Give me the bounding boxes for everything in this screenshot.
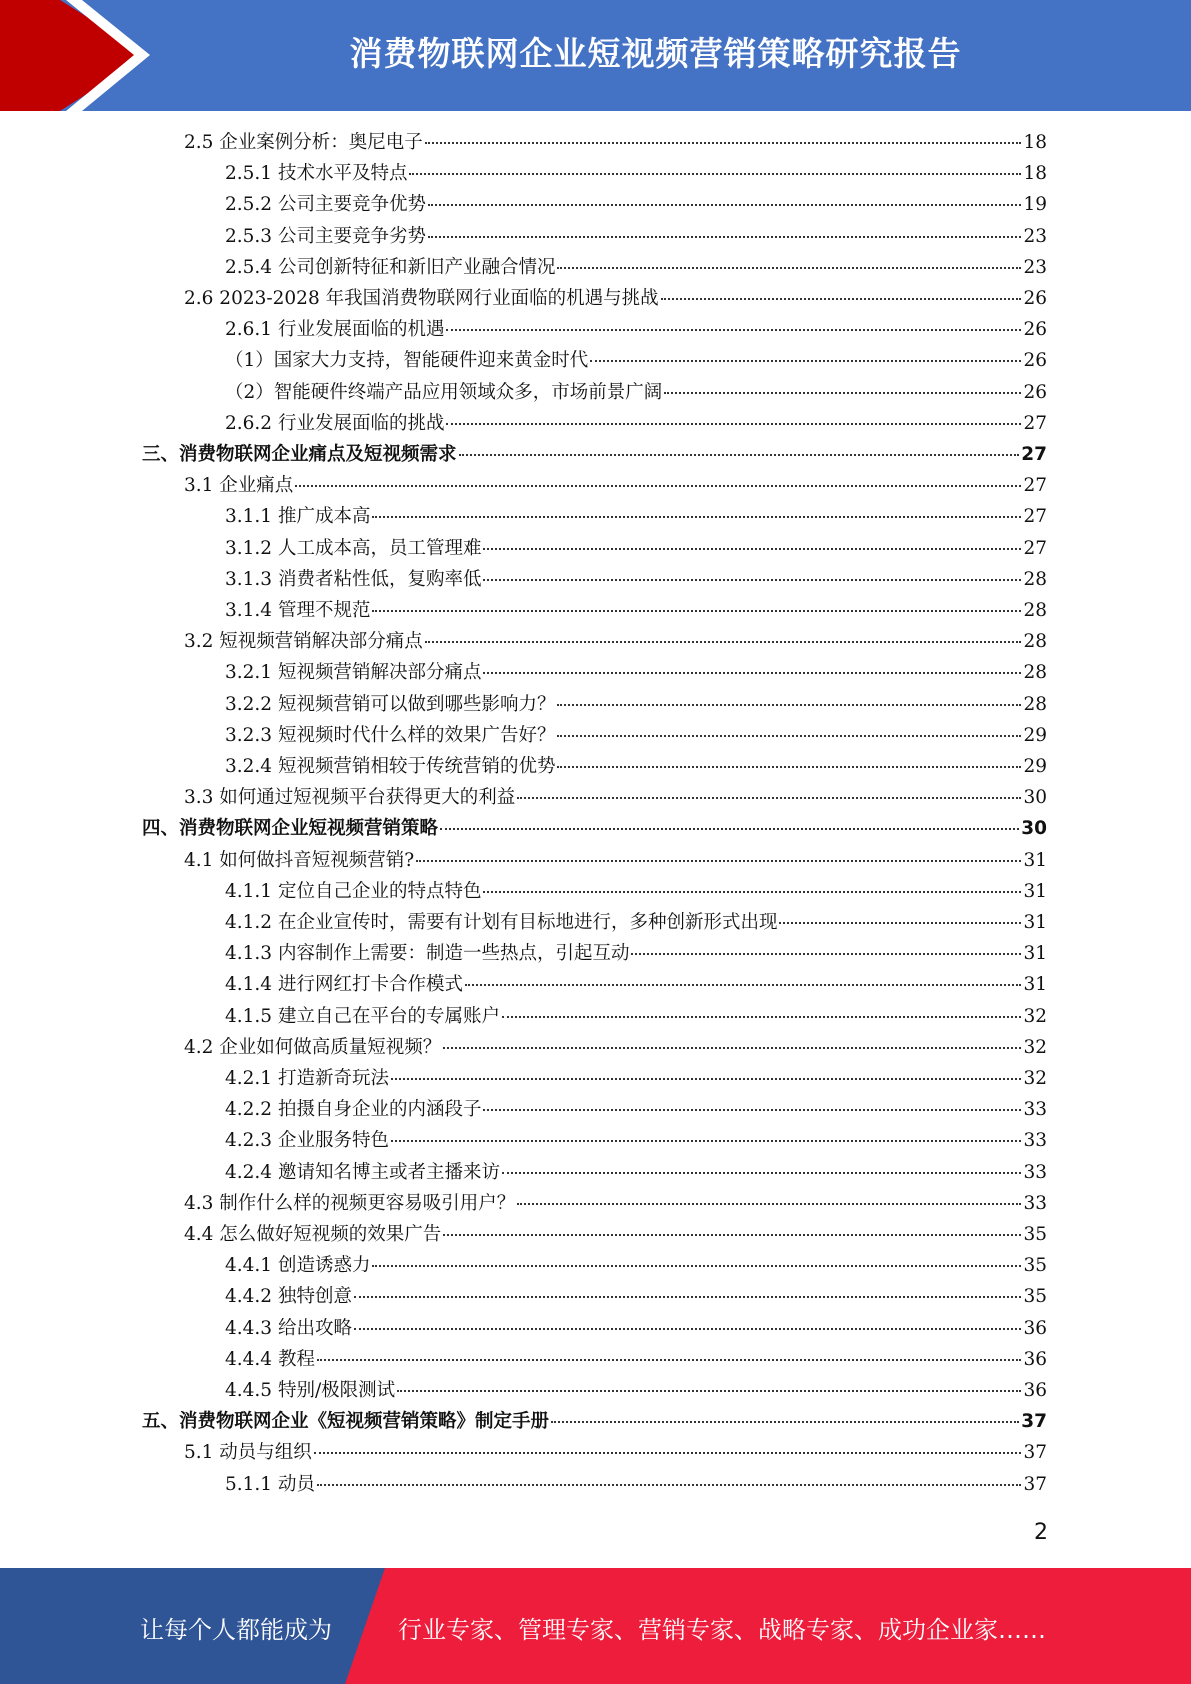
toc-entry-title: 四、消费物联网企业短视频营销策略 — [142, 818, 439, 840]
toc-entry-page: 29 — [1023, 756, 1047, 777]
toc-entry-page: 28 — [1023, 600, 1047, 621]
toc-entry[interactable] — [225, 158, 1047, 189]
toc-entry[interactable] — [225, 221, 1047, 252]
toc-entry-title: 4.4.3 给出攻略 — [225, 1317, 352, 1339]
toc-entry-title: 4.4.5 特别/极限测试 — [225, 1380, 396, 1401]
toc-dot-leader — [483, 578, 1021, 581]
toc-dot-leader — [483, 1108, 1021, 1111]
toc-dot-leader — [314, 1451, 1022, 1454]
toc-entry[interactable] — [225, 1125, 1047, 1156]
toc-entry-page: 29 — [1023, 724, 1047, 746]
toc-entry-title: 3.1.1 推广成本高 — [225, 506, 371, 528]
toc-dot-leader — [391, 1139, 1021, 1142]
toc-entry[interactable] — [225, 1375, 1047, 1406]
toc-dot-leader — [443, 1046, 1021, 1049]
toc-entry-page: 26 — [1023, 319, 1047, 341]
toc-entry[interactable] — [184, 283, 1047, 314]
toc-dot-leader — [397, 1389, 1021, 1392]
toc-dot-leader — [483, 890, 1021, 893]
toc-entry[interactable] — [225, 345, 1047, 376]
toc-entry[interactable] — [225, 876, 1047, 907]
toc-entry-page: 31 — [1023, 880, 1047, 902]
toc-dot-leader — [517, 796, 1021, 799]
toc-entry-page: 23 — [1023, 225, 1047, 247]
toc-entry-page: 30 — [1023, 787, 1047, 809]
toc-entry[interactable] — [225, 1157, 1047, 1188]
toc-entry[interactable] — [225, 907, 1047, 938]
toc-entry[interactable] — [184, 1437, 1047, 1468]
toc-dot-leader — [502, 1015, 1021, 1018]
toc-entry-title: 4.2.1 打造新奇玩法 — [225, 1068, 389, 1089]
toc-entry-page: 26 — [1023, 350, 1047, 372]
toc-entry-page: 23 — [1023, 256, 1047, 278]
toc-dot-leader — [446, 422, 1021, 425]
toc-entry-page: 28 — [1023, 631, 1047, 653]
toc-dot-leader — [631, 952, 1021, 955]
toc-entry-title: 3.2 短视频营销解决部分痛点 — [184, 631, 423, 653]
toc-dot-leader — [443, 1233, 1021, 1236]
toc-entry-title: 3.3 如何通过短视频平台获得更大的利益 — [184, 787, 516, 809]
toc-entry-title: 4.1.2 在企业宣传时，需要有计划有目标地进行，多种创新形式出现 — [225, 912, 778, 933]
toc-entry-title: 4.3 制作什么样的视频更容易吸引用户？ — [184, 1192, 516, 1214]
toc-entry[interactable] — [225, 751, 1047, 782]
toc-entry[interactable] — [184, 1219, 1047, 1250]
toc-entry[interactable] — [142, 813, 1047, 844]
toc-dot-leader — [557, 266, 1021, 269]
footer-slogan-left: 让每个人都能成为 — [140, 1616, 332, 1644]
toc-entry-title: 4.2.2 拍摄自身企业的内涵段子 — [225, 1099, 482, 1121]
toc-entry-page: 31 — [1023, 974, 1047, 996]
toc-entry-page: 37 — [1023, 1442, 1047, 1464]
toc-entry[interactable] — [225, 1469, 1047, 1500]
toc-entry-page: 27 — [1023, 537, 1047, 559]
toc-entry-page: 30 — [1021, 818, 1047, 840]
toc-entry-title: 3.2.4 短视频营销相较于传统营销的优势 — [225, 756, 556, 777]
toc-entry-title: 3.2.2 短视频营销可以做到哪些影响力？ — [225, 693, 556, 715]
toc-entry-title: 3.2.3 短视频时代什么样的效果广告好？ — [225, 724, 556, 746]
toc-entry-page: 37 — [1021, 1411, 1047, 1433]
toc-entry[interactable] — [225, 969, 1047, 1000]
toc-dot-leader — [425, 141, 1022, 144]
toc-entry-title: 4.1.1 定位自己企业的特点特色 — [225, 880, 482, 902]
toc-entry-page: 26 — [1023, 381, 1047, 403]
toc-dot-leader — [409, 172, 1021, 175]
toc-entry-title: 4.1.4 进行网红打卡合作模式 — [225, 974, 463, 996]
toc-entry-title: 4.4.2 独特创意 — [225, 1286, 352, 1308]
toc-entry-page: 33 — [1023, 1099, 1047, 1121]
toc-entry[interactable] — [184, 782, 1047, 813]
toc-dot-leader — [440, 827, 1019, 830]
toc-dot-leader — [661, 297, 1022, 300]
toc-entry-title: 三、消费物联网企业痛点及短视频需求 — [142, 444, 457, 465]
toc-entry-title: 5.1.1 动员 — [225, 1473, 315, 1495]
toc-entry-page: 28 — [1023, 662, 1047, 684]
toc-entry[interactable] — [225, 1281, 1047, 1312]
page-header — [0, 0, 1191, 111]
page-footer — [0, 1568, 1191, 1684]
toc-entry[interactable] — [225, 408, 1047, 439]
toc-entry[interactable] — [225, 533, 1047, 564]
toc-entry-page: 18 — [1023, 132, 1047, 153]
toc-dot-leader — [428, 235, 1021, 238]
toc-entry-page: 33 — [1023, 1192, 1047, 1214]
toc-entry-page: 19 — [1023, 194, 1047, 216]
toc-entry[interactable] — [184, 1188, 1047, 1219]
toc-entry-title: 3.1 企业痛点 — [184, 475, 294, 497]
toc-entry[interactable] — [225, 1094, 1047, 1125]
toc-entry-page: 35 — [1023, 1255, 1047, 1277]
toc-entry-page: 35 — [1023, 1286, 1047, 1308]
toc-entry-page: 18 — [1023, 163, 1047, 185]
toc-entry[interactable] — [225, 657, 1047, 688]
toc-entry[interactable] — [142, 1406, 1047, 1437]
toc-entry-title: 2.5.3 公司主要竞争劣势 — [225, 225, 426, 247]
toc-entry-title: 3.1.4 管理不规范 — [225, 600, 371, 621]
toc-entry[interactable] — [184, 626, 1047, 657]
toc-dot-leader — [590, 359, 1021, 362]
toc-entry-title: 4.4.1 创造诱惑力 — [225, 1255, 371, 1277]
footer-slogan-right: 行业专家、管理专家、营销专家、战略专家、成功企业家…… — [398, 1616, 1046, 1644]
toc-entry-page: 32 — [1023, 1005, 1047, 1027]
toc-dot-leader — [416, 859, 1021, 862]
toc-dot-leader — [502, 1171, 1021, 1174]
toc-dot-leader — [557, 765, 1021, 768]
toc-entry-page: 27 — [1023, 506, 1047, 528]
toc-entry-title: 2.6.1 行业发展面临的机遇 — [225, 319, 445, 341]
toc-dot-leader — [317, 1358, 1022, 1361]
toc-entry[interactable] — [184, 470, 1047, 501]
toc-dot-leader — [557, 703, 1021, 706]
toc-dot-leader — [551, 1420, 1019, 1423]
toc-dot-leader — [446, 328, 1021, 331]
toc-entry-page: 32 — [1023, 1036, 1047, 1058]
toc-entry[interactable] — [225, 189, 1047, 220]
toc-dot-leader — [465, 983, 1021, 986]
toc-entry-page: 31 — [1023, 912, 1047, 933]
toc-dot-leader — [354, 1295, 1022, 1298]
toc-entry[interactable] — [225, 501, 1047, 532]
toc-dot-leader — [459, 453, 1020, 456]
toc-dot-leader — [779, 921, 1021, 924]
toc-dot-leader — [428, 203, 1021, 206]
toc-entry[interactable] — [225, 689, 1047, 720]
toc-entry[interactable] — [225, 1063, 1047, 1094]
toc-dot-leader — [391, 1077, 1021, 1080]
toc-entry-page: 32 — [1023, 1068, 1047, 1089]
toc-dot-leader — [483, 671, 1021, 674]
toc-entry-title: 2.5.2 公司主要竞争优势 — [225, 194, 426, 216]
toc-entry[interactable] — [225, 564, 1047, 595]
toc-dot-leader — [372, 609, 1021, 612]
toc-entry-page: 27 — [1023, 475, 1047, 497]
toc-dot-leader — [372, 1264, 1021, 1267]
toc-entry-title: 5.1 动员与组织 — [184, 1442, 312, 1464]
toc-entry-title: 3.1.2 人工成本高，员工管理难 — [225, 537, 482, 559]
toc-entry-title: 4.4 怎么做好短视频的效果广告 — [184, 1224, 442, 1245]
toc-entry-title: 4.2.3 企业服务特色 — [225, 1130, 389, 1152]
toc-entry[interactable] — [184, 845, 1047, 876]
page-number: 2 — [1034, 1520, 1048, 1545]
document-title: 消费物联网企业短视频营销策略研究报告 — [349, 34, 962, 73]
toc-entry-page: 31 — [1023, 943, 1047, 965]
toc-entry-title: 2.6.2 行业发展面临的挑战 — [225, 412, 445, 434]
toc-dot-leader — [425, 640, 1022, 643]
toc-entry[interactable] — [225, 1250, 1047, 1281]
toc-entry-title: （1）国家大力支持，智能硬件迎来黄金时代 — [225, 350, 589, 372]
toc-entry-title: 2.5.1 技术水平及特点 — [225, 163, 408, 185]
toc-entry-title: 2.5 企业案例分析：奥尼电子 — [184, 132, 423, 153]
toc-entry-title: 3.1.3 消费者粘性低，复购率低 — [225, 568, 482, 590]
toc-dot-leader — [557, 734, 1021, 737]
toc-entry[interactable] — [225, 938, 1047, 969]
toc-entry-page: 28 — [1023, 693, 1047, 715]
toc-entry-page: 35 — [1023, 1224, 1047, 1245]
toc-entry-page: 36 — [1023, 1317, 1047, 1339]
toc-entry[interactable] — [184, 1032, 1047, 1063]
toc-entry[interactable] — [225, 377, 1047, 408]
toc-entry-page: 31 — [1023, 849, 1047, 871]
toc-entry-page: 28 — [1023, 568, 1047, 590]
toc-entry-title: 3.2.1 短视频营销解决部分痛点 — [225, 662, 482, 684]
toc-dot-leader — [354, 1327, 1022, 1330]
toc-entry[interactable] — [142, 439, 1047, 470]
toc-entry-page: 26 — [1023, 288, 1047, 309]
toc-entry-page: 36 — [1023, 1380, 1047, 1401]
toc-entry[interactable] — [225, 1344, 1047, 1375]
toc-dot-leader — [295, 484, 1021, 487]
toc-entry-title: 4.1.5 建立自己在平台的专属账户 — [225, 1005, 500, 1027]
toc-entry-title: 2.6 2023-2028 年我国消费物联网行业面临的机遇与挑战 — [184, 288, 659, 309]
toc-entry[interactable] — [225, 595, 1047, 626]
toc-entry-title: 2.5.4 公司创新特征和新旧产业融合情况 — [225, 256, 556, 278]
toc-entry-title: 4.2 企业如何做高质量短视频？ — [184, 1036, 442, 1058]
toc-entry[interactable] — [225, 314, 1047, 345]
toc-entry-title: （2）智能硬件终端产品应用领域众多，市场前景广阔 — [225, 381, 663, 403]
toc-entry-page: 33 — [1023, 1161, 1047, 1183]
toc-entry-title: 4.1 如何做抖音短视频营销? — [184, 849, 415, 871]
toc-entry-title: 五、消费物联网企业《短视频营销策略》制定手册 — [142, 1411, 550, 1433]
toc-entry[interactable] — [225, 1001, 1047, 1032]
toc-entry[interactable] — [225, 252, 1047, 283]
toc-entry-title: 4.1.3 内容制作上需要：制造一些热点，引起互动 — [225, 943, 630, 965]
toc-entry-page: 27 — [1023, 412, 1047, 434]
toc-entry-page: 36 — [1023, 1348, 1047, 1370]
toc-entry[interactable] — [225, 720, 1047, 751]
toc-entry-page: 33 — [1023, 1130, 1047, 1152]
toc-dot-leader — [372, 515, 1021, 518]
toc-dot-leader — [664, 391, 1021, 394]
toc-entry-page: 37 — [1023, 1473, 1047, 1495]
toc-entry-title: 4.4.4 教程 — [225, 1348, 315, 1370]
toc-dot-leader — [317, 1483, 1022, 1486]
toc-dot-leader — [483, 547, 1021, 550]
toc-dot-leader — [517, 1202, 1021, 1205]
toc-entry-title: 4.2.4 邀请知名博主或者主播来访 — [225, 1161, 500, 1183]
toc-entry-page: 27 — [1021, 444, 1047, 465]
toc-entry[interactable] — [225, 1313, 1047, 1344]
toc-entry[interactable] — [184, 127, 1047, 158]
